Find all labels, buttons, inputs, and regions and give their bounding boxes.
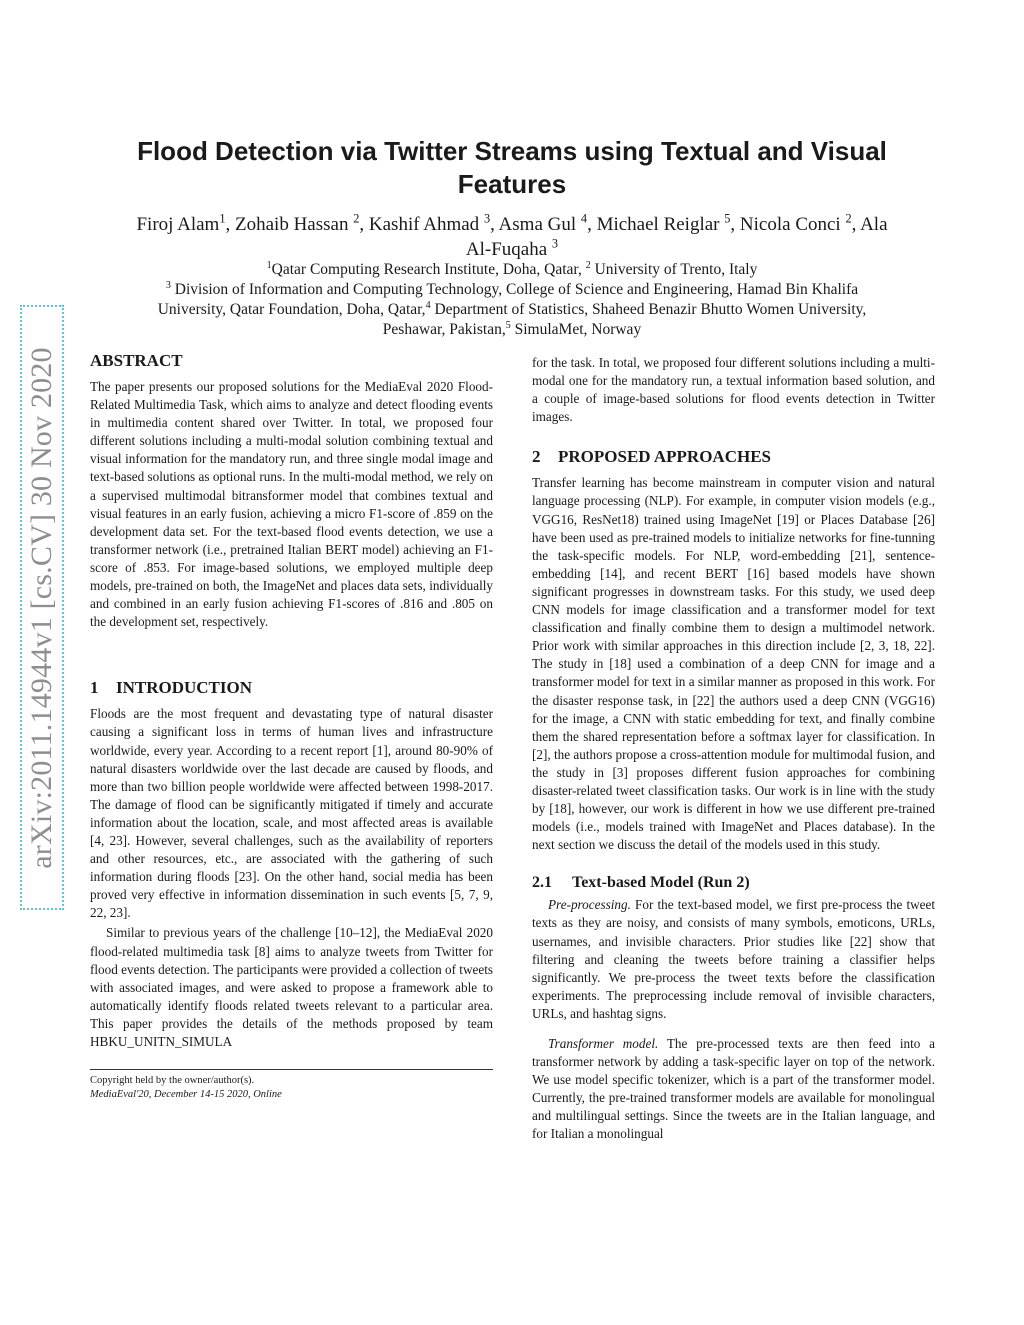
affiliation-line-2: $^3$ Division of Information and Computing Technology, College of Science and Engineering, Hamad Bin Khalifa (165, 279, 859, 298)
affiliations (90, 260, 934, 340)
abstract-text: The paper presents our proposed solutions for the MediaEval 2020 Flood-Related Multimedia Task, which aims to analyze and detect flooding events in multimedia content shared over Twitter. In total, we proposed four different solutions including a multi-modal solution combining textual and visual information for the mandatory run, and three single modal image and text-based solutions as optional runs. In the multi-modal method, we rely on a supervised multimodal bitransformer model that combines textual and visual features in an early fusion, achieving a micro F1-score of .859 on the development data set. For the text-based flood events detection, we use a transformer network (i.e., pretrained Italian BERT model) achieving an F1-score of .853. For image-based solutions, we employed multiple deep models, pre-trained on both, the ImageNet and places data sets, individually and combined in an early fusion achieving F1-scores of .816 and .805 on the development set, respectively. (90, 379, 493, 630)
text-model-heading: 2.1 Text-based Model (Run 2) (532, 874, 750, 892)
affiliation-line-4: Peshawar, Pakistan,$^5$ SimulaMet, Norway (382, 319, 642, 338)
intro-paragraph-2-continued: for the task. In total, we proposed four different solutions including a multi-modal one for the mandatory run, a textual information based solution, and a couple of image-based solutions for flood events detection in Twitter images. (532, 355, 935, 425)
arxiv-stamp (20, 305, 64, 910)
intro-paragraph-1: Floods are the most frequent and devastating type of natural disaster causing a significant loss in terms of human lives and infrastructure worldwide, every year. According to a recent report [1], around 80-90% of natural disasters worldwide over the last decade are caused by floods, and more than two billion people worldwide were affected between 1998-2017. The damage of flood can be significantly mitigated if timely and accurate information about the location, scale, and most affected areas is available [4, 23]. However, several challenges, such as the availability of reporters and other resources, etc., are associated with the gathering of such information during floods [23]. On the other hand, social media has been proved very effective in information dissemination in such events [5, 7, 9, 22, 23]. (90, 706, 493, 921)
footnote-venue: MediaEval'20, December 14-15 2020, Online (90, 1089, 282, 1101)
approaches-heading: 2 PROPOSED APPROACHES (532, 447, 771, 467)
paper-title: Flood Detection via Twitter Streams using Textual and Visual Features (137, 136, 887, 199)
arxiv-id: arXiv:2011.14944v1 [cs.CV] 30 Nov 2020 (25, 346, 58, 869)
approaches-paragraph: Transfer learning has become mainstream in computer vision and natural language processing (NLP). For example, in computer vision models (e.g., VGG16, ResNet18) trained using ImageNet [19] or Places Database [26] have been used as pre-trained models to initialize networks for fine-tunning the task-specific models. For NLP, word-embedding [21], sentence-embedding [14], and recent BERT [16] based models have shown significant progresses in downstream tasks. For this study, we used deep CNN models for image classification and a transformer model for text classification and finally combine them to design a multimodel network. Prior work with similar approaches in this direction include [2, 3, 18, 22]. The study in [18] used a combination of a deep CNN for image and a transformer model for text in a similar manner as proposed in this work. For the disaster response task, in [22] the authors used a deep CNN (VGG16) for the image, a CNN with static embedding for text, and finally combine them the shared representation before a softmax layer for classification. In [2], the authors propose a cross-attention module for multimodal fusion, and the study in [3] proposes different fusion approaches for combining disaster-related tweet classification tasks. Our work is in line with the study by [18], however, our work is different in how we use different pre-trained models (i.e., models trained with ImageNet and Places database). In the next section we discuss the detail of the models used in this study. (532, 475, 935, 853)
left-column (90, 350, 493, 1102)
right-column (532, 354, 935, 1144)
intro-paragraph-2: Similar to previous years of the challenge [10–12], the MediaEval 2020 flood-related multimedia task [8] aims to analyze tweets from Twitter for flood events detection. The participants were provided a collection of tweets with associated images, and were asked to propose a framework able to automatically identify floods related tweets relevant to a particular area. This paper provides the details of the methods proposed by team HBKU_UNITN_SIMULA (90, 925, 493, 1049)
intro-heading: 1 INTRODUCTION (90, 678, 253, 698)
affiliation-line-3: University, Qatar Foundation, Doha, Qatar,$^4$ Department of Statistics, Shaheed Benazir Bhutto Women University, (157, 299, 867, 318)
author-line-1: Firoj Alam$^1$, Zohaib Hassan $^2$, Kashif Ahmad $^3$, Asma Gul $^4$, Michael Reiglar $^5$, Nicola Conci $^2$, Ala (136, 211, 888, 235)
author-line-2: Al-Fuqaha $^3$ (465, 236, 559, 260)
preprocessing-paragraph: Pre-processing. For the text-based model, we first pre-process the tweet texts as they are noisy, and consists of many symbols, emoticons, URLs, usernames, and invisible characters. Prior studies like [22] show that filtering and cleaning the tweets before training a classifier helps significantly. We pre-process the tweet texts before the classification experiments. The preprocessing include removal of invisible characters, URLs, and hashtag signs. (532, 897, 935, 1021)
author-list (90, 212, 934, 262)
transformer-paragraph: Transformer model. The pre-processed texts are then feed into a transformer network by adding a task-specific layer on top of the network. We use model specific tokenizer, which is a part of the transformer model. Currently, the pre-trained transformer models are available for monolingual and multilingual settings. Since the tweets are in the Italian language, and for Italian a monolingual (532, 1036, 936, 1142)
abstract-heading: ABSTRACT (90, 351, 183, 370)
footnote-copyright: Copyright held by the owner/author(s). (90, 1075, 255, 1087)
footnote-rule (90, 1069, 493, 1070)
affiliation-line-1: $^1$Qatar Computing Research Institute, Doha, Qatar, $^2$ University of Trento, Italy (266, 259, 758, 278)
